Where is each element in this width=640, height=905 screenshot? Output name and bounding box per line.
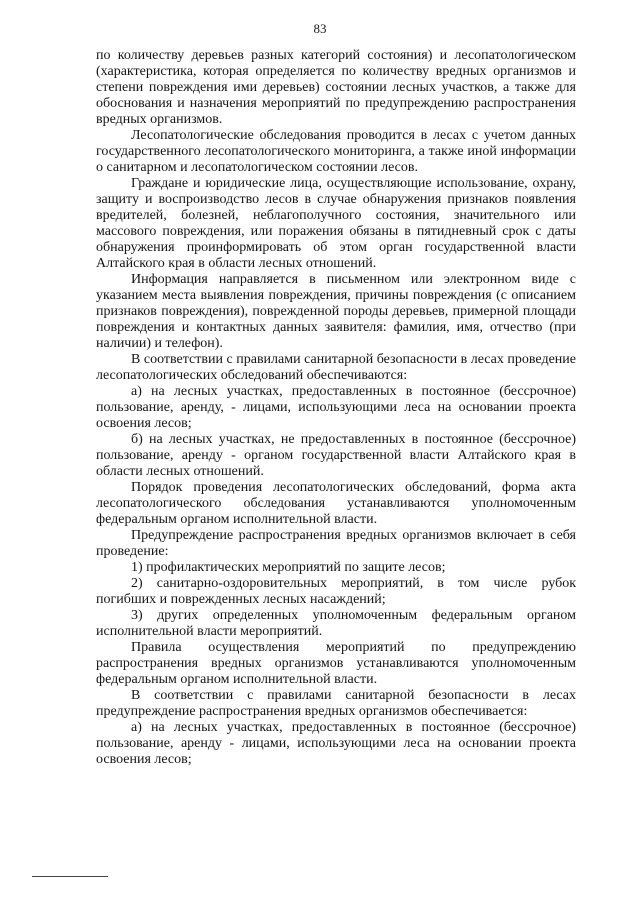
paragraph: Правила осуществления мероприятий по предупреждению распространения вредных организмов устанавливаются уполномоченным федеральным органом исполнительной власти. — [96, 640, 576, 687]
paragraph: Информация направляется в письменном или электронном виде с указанием места выявления повреждения, причины повреждения (с описанием признаков повреждения), поврежденной породы деревьев, примерной площади повреждения и контактных данных заявителя: фамилия, имя, отчество (при наличии) и телефон). — [96, 272, 576, 351]
list-item: 3) других определенных уполномоченным федеральным органом исполнительной власти мероприятий. — [96, 608, 576, 639]
page-number: 83 — [313, 21, 327, 36]
list-item: б) на лесных участках, не предоставленных в постоянное (бессрочное) пользование, аренду - органом государственной власти Алтайского края в области лесных отношений. — [96, 432, 576, 479]
list-item: а) на лесных участках, предоставленных в постоянное (бессрочное) пользование, аренду, - лицами, использующими леса на основании проекта освоения лесов; — [96, 384, 576, 431]
footer-rule — [32, 876, 108, 877]
paragraph: Лесопатологические обследования проводится в лесах с учетом данных государственного лесопатологического мониторинга, а также иной информации о санитарном и лесопатологическом состоянии лесов. — [96, 128, 576, 175]
paragraph: В соответствии с правилами санитарной безопасности в лесах предупреждение распространения вредных организмов обеспечивается: — [96, 688, 576, 719]
paragraph: Граждане и юридические лица, осуществляющие использование, охрану, защиту и воспроизводство лесов в случае обнаружения признаков появления вредителей, болезней, неблагополучного состояния, значительного или массового повреждения, или поражения обязаны в пятидневный срок с даты обнаружения проинформировать об этом орган государственной власти Алтайского края в области лесных отношений. — [96, 176, 576, 271]
list-item: 2) санитарно-оздоровительных мероприятий, в том числе рубок погибших и поврежденных лесных насаждений; — [96, 576, 576, 607]
list-item: 1) профилактических мероприятий по защите лесов; — [131, 560, 446, 575]
paragraph: В соответствии с правилами санитарной безопасности в лесах проведение лесопатологических обследований обеспечиваются: — [96, 352, 576, 383]
document-body — [96, 48, 576, 768]
paragraph: Порядок проведения лесопатологических обследований, форма акта лесопатологического обследования устанавливаются уполномоченным федеральным органом исполнительной власти. — [96, 480, 576, 527]
list-item: а) на лесных участках, предоставленных в постоянное (бессрочное) пользование, аренду - лицами, использующими леса на основании проекта освоения лесов; — [96, 720, 576, 767]
paragraph: по количеству деревьев разных категорий состояния) и лесопатологическом (характеристика, которая определяется по количеству вредных организмов и степени повреждения ими деревьев) состоянии лесных участков, а также для обоснования и назначения мероприятий по предупреждению распространения вредных организмов. — [96, 48, 576, 127]
paragraph: Предупреждение распространения вредных организмов включает в себя проведение: — [96, 528, 576, 559]
